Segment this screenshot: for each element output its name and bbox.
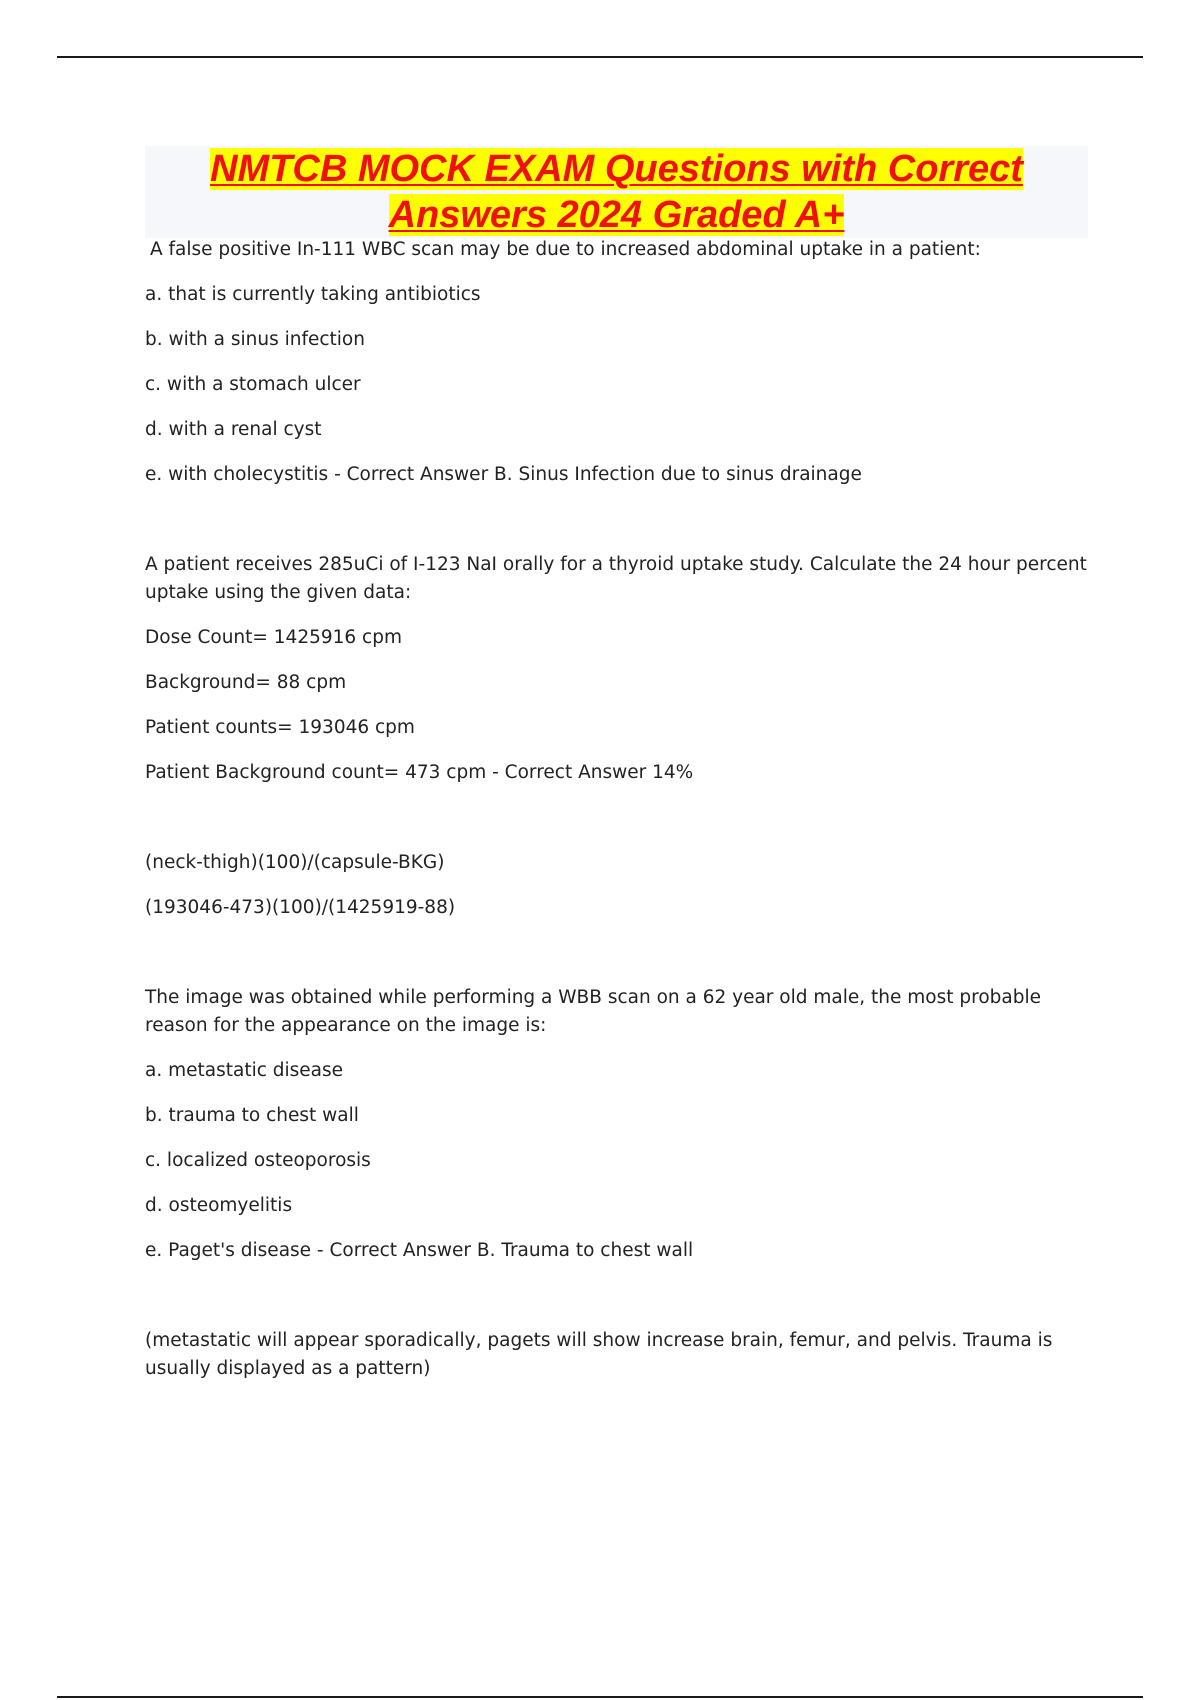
spacer [145, 804, 1095, 849]
question-3-text: The image was obtained while performing a WBB scan on a 62 year old male, the most probable reason for the appearance on the image is: [145, 987, 1041, 1036]
q2-patient-background-answer: Patient Background count= 473 cpm - Correct Answer 14% [145, 762, 694, 783]
q1-option-c: c. with a stomach ulcer [145, 374, 361, 395]
q2-dose-count: Dose Count= 1425916 cpm [145, 627, 402, 648]
bottom-rule [57, 1696, 1143, 1698]
q3-option-c: c. localized osteoporosis [145, 1150, 371, 1171]
question-2-text: A patient receives 285uCi of I-123 NaI orally for a thyroid uptake study. Calculate the 24 hour percent uptake using the given data: [145, 554, 1087, 603]
q3-explanation-note: (metastatic will appear sporadically, pagets will show increase brain, femur, and pelvis. Trauma is usually displayed as a pattern) [145, 1330, 1053, 1379]
q1-option-d: d. with a renal cyst [145, 419, 322, 440]
document-body [145, 236, 1095, 1400]
q1-option-a: a. that is currently taking antibiotics [145, 284, 481, 305]
document-title [145, 146, 1088, 238]
title-line-1: NMTCB MOCK EXAM Questions with Correct [210, 148, 1023, 190]
q2-formula-values: (193046-473)(100)/(1425919-88) [145, 897, 456, 918]
q3-option-e-answer: e. Paget's disease - Correct Answer B. Trauma to chest wall [145, 1240, 694, 1261]
q1-option-e-answer: e. with cholecystitis - Correct Answer B. Sinus Infection due to sinus drainage [145, 464, 862, 485]
title-line-2: Answers 2024 Graded A+ [388, 194, 845, 236]
q2-formula-general: (neck-thigh)(100)/(capsule-BKG) [145, 852, 445, 873]
spacer [145, 1282, 1095, 1327]
question-1-text: A false positive In-111 WBC scan may be due to increased abdominal uptake in a patient: [150, 239, 981, 260]
q1-option-b: b. with a sinus infection [145, 329, 365, 350]
q2-background: Background= 88 cpm [145, 672, 347, 693]
q2-patient-counts: Patient counts= 193046 cpm [145, 717, 415, 738]
q3-option-d: d. osteomyelitis [145, 1195, 293, 1216]
spacer [145, 939, 1095, 984]
top-rule [57, 56, 1143, 58]
q3-option-a: a. metastatic disease [145, 1060, 344, 1081]
q3-option-b: b. trauma to chest wall [145, 1105, 359, 1126]
spacer [145, 506, 1095, 551]
